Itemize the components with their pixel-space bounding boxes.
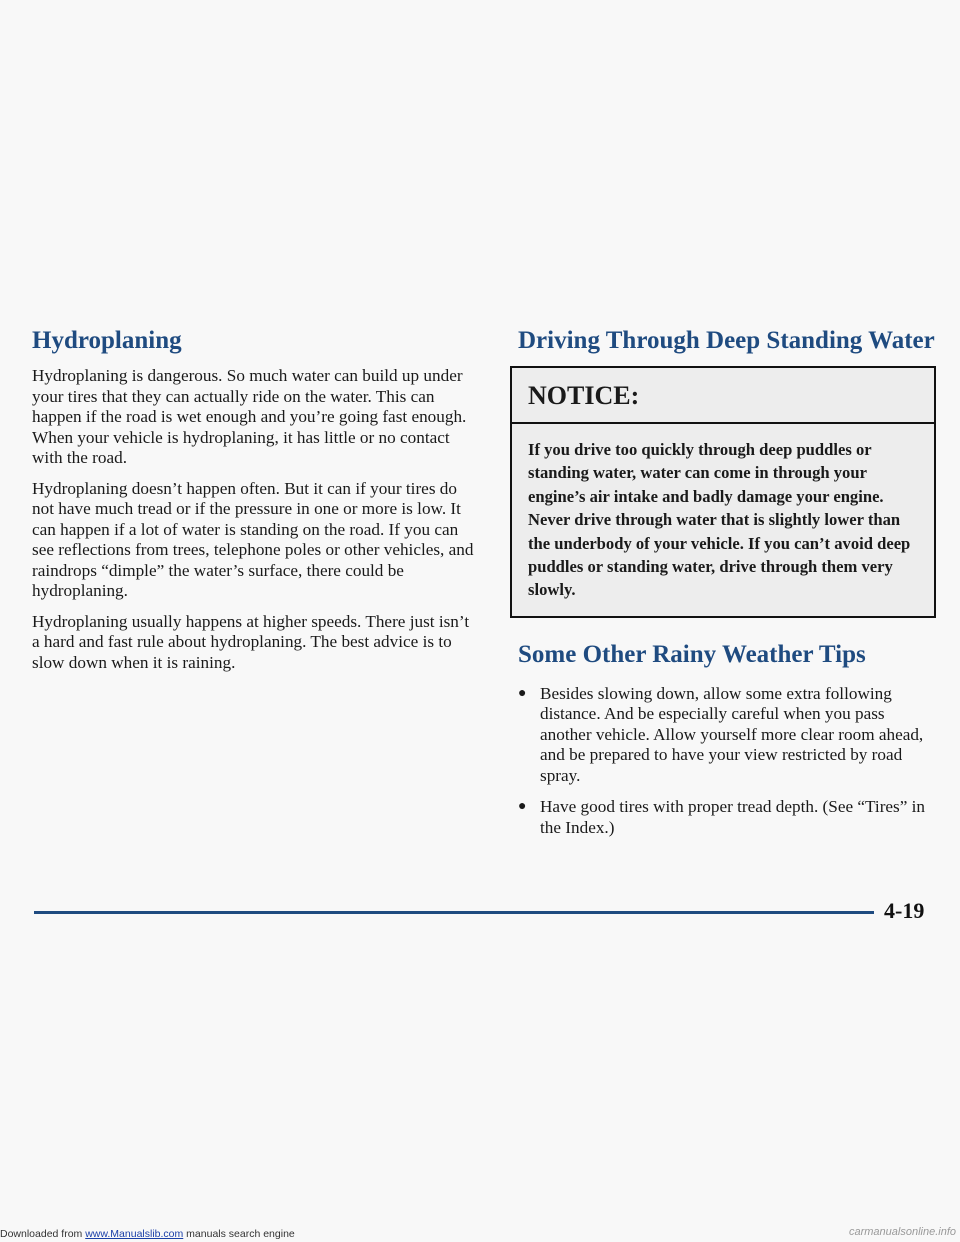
deep-water-title: Driving Through Deep Standing Water xyxy=(518,327,935,354)
hydroplaning-paragraph-2: Hydroplaning doesn’t happen often. But it can if your tires do not have much tread or if the pressure in one or more is low. It can happen if a lot of water is standing on the road. If you can see reflections from trees, telephone poles or other vehicles, and raindrops “dimple” the water’s surface, there could be hydroplaning. xyxy=(32,478,474,600)
list-item xyxy=(518,797,940,838)
tip-text: Have good tires with proper tread depth. (See “Tires” in the Index.) xyxy=(540,797,926,837)
download-footer xyxy=(0,1228,295,1240)
bullet-icon: ● xyxy=(518,685,527,701)
notice-text: If you drive too quickly through deep puddles or standing water, water can come in through your engine’s air intake and badly damage your engine. Never drive through water that is slightly lower than the underbody of your vehicle. If you can’t avoid deep puddles or standing water, drive through them very slowly. xyxy=(528,440,911,600)
hydroplaning-paragraph-1: Hydroplaning is dangerous. So much water can build up under your tires that they can actually ride on the water. This can happen if the road is wet enough and you’re going fast enough. When your vehicle is hydroplaning, it has little or no contact with the road. xyxy=(32,366,467,467)
page-number: 4-19 xyxy=(884,898,925,923)
tip-text: Besides slowing down, allow some extra following distance. And be especially careful when you pass another vehicle. Allow yourself more clear room ahead, and be prepared to have your view restricted by road spray. xyxy=(540,683,924,785)
list-item xyxy=(518,684,940,787)
bullet-icon: ● xyxy=(518,799,527,815)
hydroplaning-section xyxy=(32,326,474,683)
footer-divider xyxy=(34,911,874,914)
rainy-tips-title: Some Other Rainy Weather Tips xyxy=(518,640,866,668)
footer-prefix: Downloaded from xyxy=(0,1228,86,1240)
footer-suffix: manuals search engine xyxy=(183,1228,295,1240)
watermark-text: carmanualsonline.info xyxy=(848,1226,956,1238)
hydroplaning-paragraph-3: Hydroplaning usually happens at higher speeds. There just isn’t a hard and fast rule about hydroplaning. The best advice is to slow down when it is raining. xyxy=(32,611,470,672)
manualslib-link[interactable]: www.Manualslib.com xyxy=(85,1228,184,1240)
notice-heading: NOTICE: xyxy=(512,368,934,424)
hydroplaning-title: Hydroplaning xyxy=(32,327,182,354)
notice-box xyxy=(510,366,936,618)
rainy-tips-list xyxy=(518,684,940,839)
deep-water-section xyxy=(510,326,940,849)
